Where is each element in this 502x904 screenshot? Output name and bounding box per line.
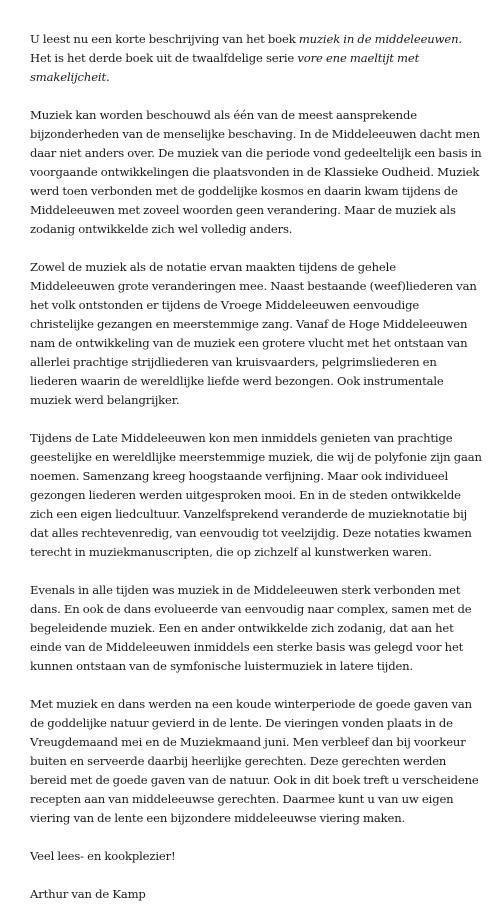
intro-text-2: . Het is het derde boek uit de twaalfdelige serie (30, 32, 462, 65)
author-signature: Arthur van de Kamp (30, 887, 146, 901)
closing-wish: Veel lees- en kookplezier! (30, 849, 176, 863)
paragraph-late-middle-ages: Tijdens de Late Middeleeuwen kon men inmiddels genieten van prachtige geestelijke en wereldlijke meerstemmige muziek, die wij de polyfonie zijn gaan noemen. Samenzang kreeg hoogstaande verfijning. Maar ook individueel gezongen liederen werden uitgesproken mooi. En in de steden ontwikkelde zich een eigen liedcultuur. Vanzelfsprekend veranderde de muzieknotatie bij dat alles rechtevenredig, van eenvoudig tot veelzijdig. Deze notaties kwamen terecht in muziekmanuscripten, die op zichzelf al kunstwerken waren. (30, 431, 482, 559)
paragraph-notation-changes: Zowel de muziek als de notatie ervan maakten tijdens de gehele Middeleeuwen grote veranderingen mee. Naast bestaande (weef)liederen van het volk ontstonden er tijdens de Vroege Middeleeuwen eenvoudige christelijke gezangen en meerstemmige zang. Vanaf de Hoge Middeleeuwen nam de ontwikkeling van de muziek een grotere vlucht met het ontstaan van allerlei prachtige strijdliederen van kruisvaarders, pelgrimsliederen en liederen waarin de wereldlijke liefde werd bezongen. Ook instrumentale muziek werd belangrijker. (30, 260, 477, 407)
series-title: vore ene maeltijt met smakelijcheit (30, 51, 420, 84)
paragraph-music-and-dance: Evenals in alle tijden was muziek in de Middeleeuwen sterk verbonden met dans. En ook de dans evolueerde van eenvoudig naar complex, samen met de begeleidende muziek. Een en ander ontwikkelde zich zodanig, dat aan het einde van de Middeleeuwen inmiddels een sterke basis was gelegd voor het kunnen ontstaan van de symfonische luistermuziek in latere tijden. (30, 583, 472, 673)
intro-text-1: U leest nu een korte beschrijving van het boek (30, 32, 299, 46)
document-body (30, 30, 482, 904)
book-title: muziek in de middeleeuwen (298, 32, 459, 46)
intro-text-3: . (106, 70, 110, 84)
paragraph-music-civilization: Muziek kan worden beschouwd als één van de meest aansprekende bijzonderheden van de menselijke beschaving. In de Middeleeuwen dacht men daar niet anders over. De muziek van die periode vond gedeeltelijk een basis in voorgaande ontwikkelingen die plaatsvonden in de Klassieke Oudheid. Muziek werd toen verbonden met de goddelijke kosmos en daarin kwam tijdens de Middeleeuwen met zoveel woorden geen verandering. Maar de muziek als zodanig ontwikkelde zich wel volledig anders. (30, 108, 482, 236)
intro-paragraph (30, 30, 482, 87)
paragraph-spring-celebration: Met muziek en dans werden na een koude winterperiode de goede gaven van de goddelijke natuur gevierd in de lente. De vieringen vonden plaats in de Vreugdemaand mei en de Muziekmaand juni. Men verbleef dan bij voorkeur buiten en serveerde daarbij heerlijke gerechten. Deze gerechten werden bereid met de goede gaven van de natuur. Ook in dit boek treft u verscheidene recepten aan van middeleeuwse gerechten. Daarmee kunt u van uw eigen viering van de lente een bijzondere middeleeuwse viering maken. (30, 697, 479, 825)
